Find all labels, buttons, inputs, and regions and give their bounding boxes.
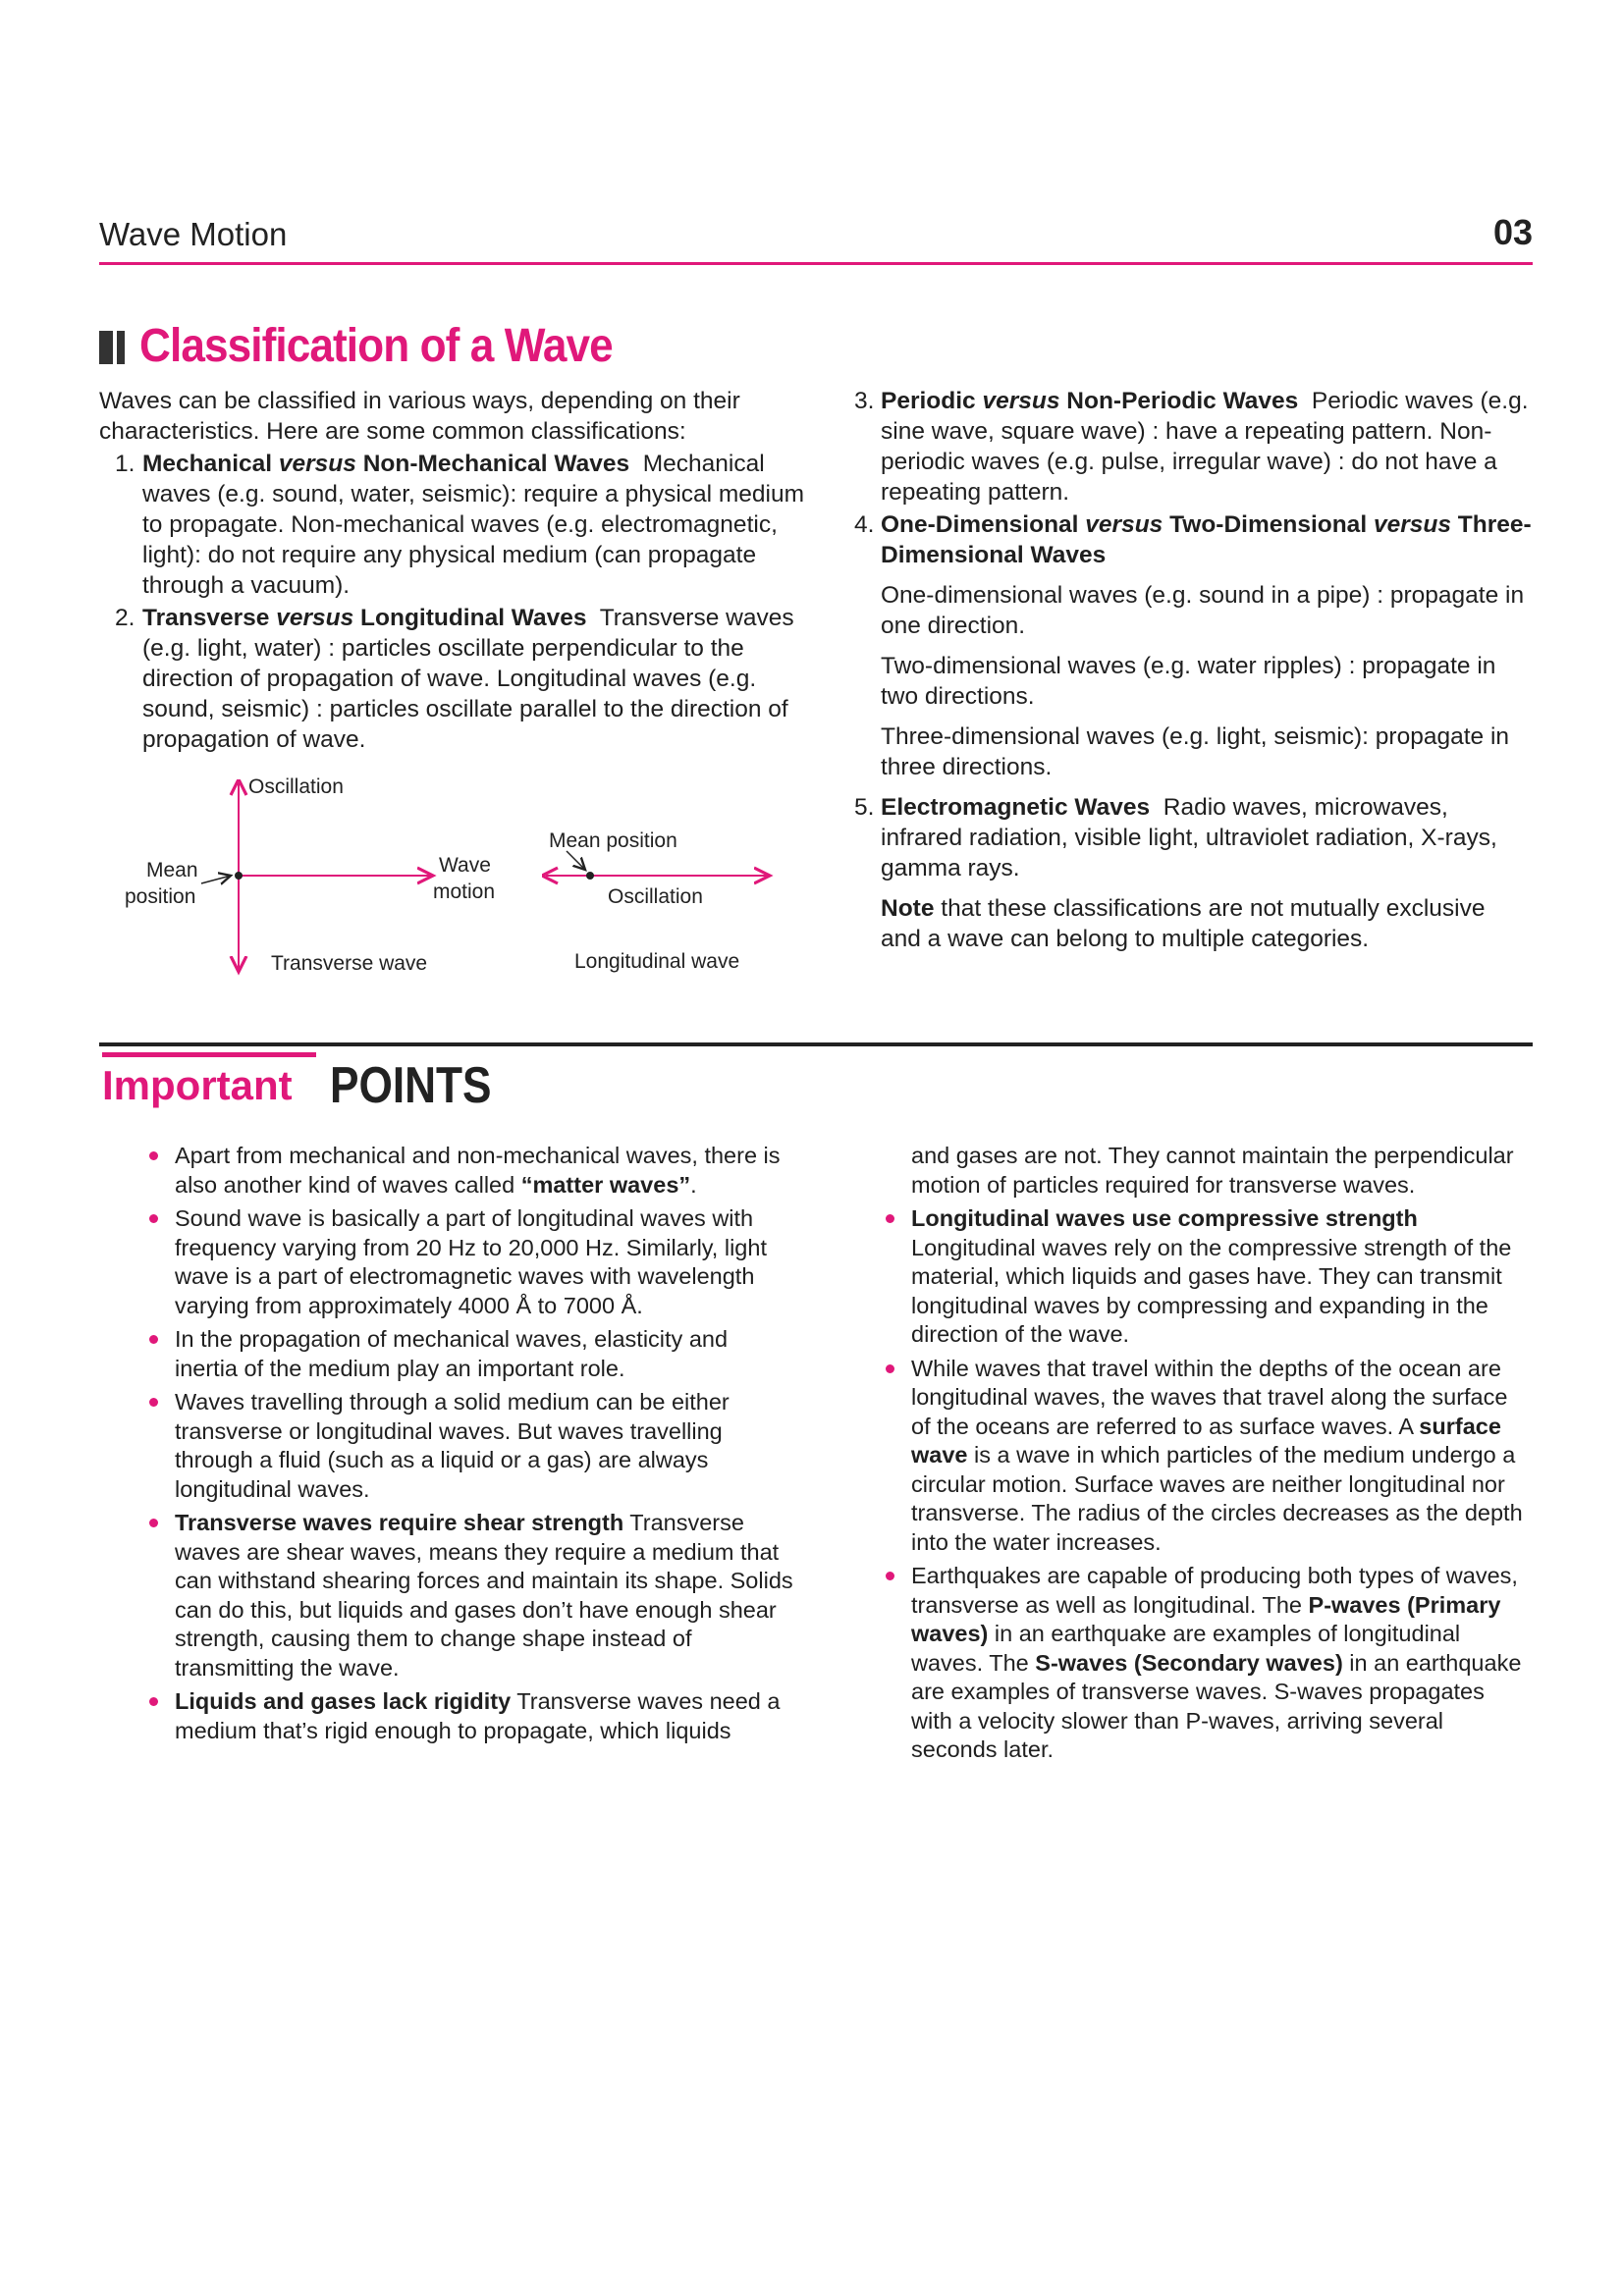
item-number: 1. [115, 451, 135, 477]
classification-item-5 [854, 792, 1532, 954]
points-word: POINTS [330, 1057, 492, 1114]
item-title: Non-Mechanical Waves [355, 451, 630, 477]
mean-pointer [201, 876, 231, 883]
item-number: 3. [854, 388, 875, 414]
longitudinal-caption: Longitudinal wave [574, 950, 740, 973]
label-oscillation: Oscillation [248, 775, 344, 798]
bullet-icon [149, 1214, 158, 1223]
note-paragraph [881, 893, 1532, 954]
section-title: Classification of a Wave [139, 320, 613, 372]
label-position: position [125, 885, 196, 908]
item-title: Two-Dimensional [1163, 511, 1374, 538]
bullet-icon [149, 1335, 158, 1344]
item-title: Mechanical [142, 451, 279, 477]
item-number: 5. [854, 794, 875, 821]
intro-paragraph: Waves can be classified in various ways, depending on their characteristics. Here are some common classifications: [99, 388, 740, 445]
label-motion: motion [433, 881, 496, 903]
item-number: 2. [115, 605, 135, 631]
label-oscillation-2: Oscillation [608, 885, 703, 908]
bullet-icon [886, 1572, 894, 1580]
point-item: Earthquakes are capable of producing both types of waves, transverse as well as longitudinal. The P-waves (Primary waves) in an earthquake are examples of longitudinal waves. The S-waves (Secondary waves) in an earthquake are examples of transverse waves. S-waves propagates with a velocity slower than P-waves, arriving several seconds later. [884, 1562, 1532, 1765]
label-wave: Wave [439, 854, 491, 877]
section-marker-icon [99, 331, 129, 364]
classification-item-1 [99, 449, 806, 601]
item-title-em: versus [278, 451, 356, 477]
important-rule [99, 1042, 1533, 1046]
bullet-icon [886, 1214, 894, 1223]
bullet-icon [149, 1151, 158, 1160]
point-item: Sound wave is basically a part of longitudinal waves with frequency varying from 20 Hz to 20,000 Hz. Similarly, light wave is a part of electromagnetic waves with wavelength varying from approximately 4000 Å to 7000 Å. [147, 1204, 795, 1320]
item-title: Periodic [881, 388, 983, 414]
item-title-em: versus [1085, 511, 1163, 538]
item-text: Radio waves, microwaves, infrared radiation, visible light, ultraviolet radiation, X-rays, gamma rays. [881, 794, 1497, 881]
important-word: Important [102, 1062, 293, 1108]
longitudinal-mean-dot [586, 872, 594, 880]
item-text: Mechanical waves (e.g. sound, water, seismic): require a physical medium to propagate. Non-mechanical waves (e.g. electromagnetic, light): do not require any physical medium (can propagate through a vacuum). [142, 451, 805, 599]
point-item: Liquids and gases lack rigidity Transverse waves need a medium that’s rigid enough to propagate, which liquids [147, 1687, 795, 1745]
points-right-column [884, 1142, 1532, 1770]
sub-paragraph: Two-dimensional waves (e.g. water ripples) : propagate in two directions. [881, 653, 1496, 710]
wave-diagram [99, 766, 826, 991]
note-label: Note [881, 895, 935, 922]
page-number: 03 [1492, 212, 1533, 252]
item-number: 4. [854, 511, 875, 538]
point-item: Waves travelling through a solid medium can be either transverse or longitudinal waves. But waves travelling through a fluid (such as a liquid or a gas) are always longitudinal waves. [147, 1388, 795, 1504]
points-left-column [147, 1142, 795, 1750]
item-title: Three-Dimensional Waves [881, 511, 1532, 568]
header-rule [99, 262, 1533, 265]
longitudinal-mean-pointer [567, 851, 585, 870]
point-item: While waves that travel within the depths of the ocean are longitudinal waves, the waves that travel along the surface of the oceans are referred to as surface waves. A surface wave is a wave in which particles of the medium undergo a circular motion. Surface waves are neither longitudinal nor transverse. The radius of the circles decreases as the depth into the water increases. [884, 1355, 1532, 1558]
item-title: Longitudinal Waves [353, 605, 587, 631]
note-text: that these classifications are not mutually exclusive and a wave can belong to multiple categories. [881, 895, 1486, 952]
item-title: One-Dimensional [881, 511, 1086, 538]
classification-item-2 [99, 603, 806, 755]
label-mean-position: Mean position [549, 829, 677, 852]
item-title: Transverse [142, 605, 277, 631]
point-continuation: and gases are not. They cannot maintain the perpendicular motion of particles required for transverse waves. [911, 1143, 1514, 1198]
classification-item-3 [854, 386, 1532, 507]
bullet-icon [886, 1364, 894, 1373]
sub-paragraph: Three-dimensional waves (e.g. light, seismic): propagate in three directions. [881, 723, 1510, 780]
classification-item-4 [854, 509, 1532, 782]
right-column [854, 386, 1532, 954]
running-header-title: Wave Motion [99, 216, 288, 252]
item-text: Periodic waves (e.g. sine wave, square wave) : have a repeating pattern. Non-periodic waves (e.g. pulse, irregular wave) : do not have a repeating pattern. [881, 388, 1529, 506]
point-item: Apart from mechanical and non-mechanical waves, there is also another kind of waves called “matter waves”. [147, 1142, 795, 1200]
left-column [99, 386, 806, 755]
bullet-icon [149, 1398, 158, 1407]
bullet-icon [149, 1697, 158, 1706]
item-title: Non-Periodic Waves [1059, 388, 1299, 414]
bullet-icon [149, 1519, 158, 1527]
point-item: In the propagation of mechanical waves, elasticity and inertia of the medium play an important role. [147, 1325, 795, 1383]
transverse-caption: Transverse wave [271, 952, 428, 975]
sub-paragraph: One-dimensional waves (e.g. sound in a pipe) : propagate in one direction. [881, 582, 1525, 639]
point-item: Longitudinal waves use compressive strength Longitudinal waves rely on the compressive strength of the material, which liquids and gases have. They can transmit longitudinal waves by compressing and expanding in the direction of the wave. [884, 1204, 1532, 1350]
item-text: Transverse waves (e.g. light, water) : particles oscillate perpendicular to the direction of propagation of wave. Longitudinal waves (e.g. sound, seismic) : particles oscillate parallel to the direction of propagation of wave. [142, 605, 794, 753]
item-title-em: versus [1373, 511, 1451, 538]
important-accent-bar [102, 1052, 316, 1057]
item-title-em: versus [276, 605, 354, 631]
label-mean: Mean [146, 859, 198, 881]
item-title-em: versus [982, 388, 1060, 414]
point-item: Transverse waves require shear strength Transverse waves are shear waves, means they require a medium that can withstand shearing forces and maintain its shape. Solids can do this, but liquids and gases don’t have enough shear strength, causing them to change shape instead of transmitting the wave. [147, 1509, 795, 1682]
mean-position-dot [235, 872, 243, 880]
item-title: Electromagnetic Waves [881, 794, 1151, 821]
